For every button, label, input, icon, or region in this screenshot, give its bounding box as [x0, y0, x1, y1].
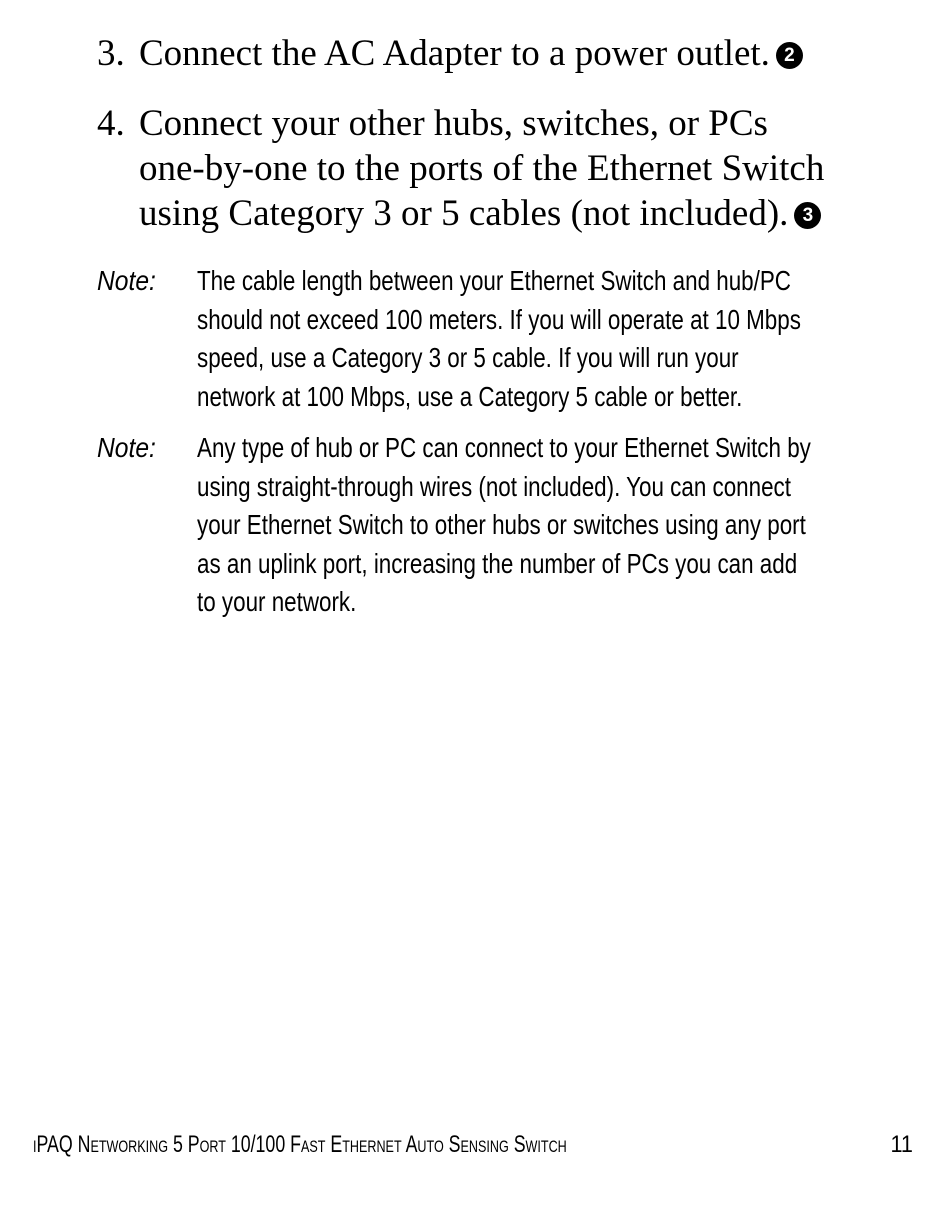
callout-3-icon: 3: [794, 202, 821, 229]
page-footer: [33, 1130, 913, 1160]
step-number: 3.: [97, 33, 125, 74]
callout-2-icon: 2: [776, 42, 803, 69]
note-line: should not exceed 100 meters. If you will operate at 10 Mbps: [197, 303, 801, 335]
note-line: as an uplink port, increasing the number of PCs you can add: [197, 547, 798, 579]
step-line: one-by-one to the ports of the Ethernet Switch: [139, 148, 825, 189]
note-line: network at 100 Mbps, use a Category 5 cable or better.: [197, 380, 743, 412]
note-label: Note:: [97, 432, 156, 463]
note-line: Any type of hub or PC can connect to your Ethernet Switch by: [197, 432, 811, 463]
footer-title: iPAQ Networking 5 Port 10/100 Fast Ethernet Auto Sensing Switch: [33, 1131, 567, 1158]
step-line: using Category 3 or 5 cables (not included).: [139, 193, 789, 234]
step-4: [97, 101, 917, 236]
step-text: [139, 31, 917, 76]
note-line: The cable length between your Ethernet Switch and hub/PC: [197, 265, 791, 296]
note-body: [197, 262, 845, 416]
step-text: [139, 101, 917, 236]
page-number: 11: [890, 1131, 913, 1158]
note-body: [197, 429, 845, 622]
step-number: 4.: [97, 103, 125, 144]
step-line: Connect your other hubs, switches, or PCs: [139, 103, 768, 144]
note-line: to your network.: [197, 586, 357, 617]
note-straight-through: [97, 429, 927, 622]
note-cable-length: [97, 262, 927, 416]
step-3: [97, 31, 917, 76]
step-line: Connect the AC Adapter to a power outlet.: [139, 33, 770, 74]
note-line: your Ethernet Switch to other hubs or switches using any port: [197, 509, 806, 540]
step-line-last: [139, 191, 917, 236]
note-label: Note:: [97, 265, 156, 296]
note-line: using straight-through wires (not included). You can connect: [197, 470, 791, 502]
note-line: speed, use a Category 3 or 5 cable. If you will run your: [197, 342, 739, 373]
